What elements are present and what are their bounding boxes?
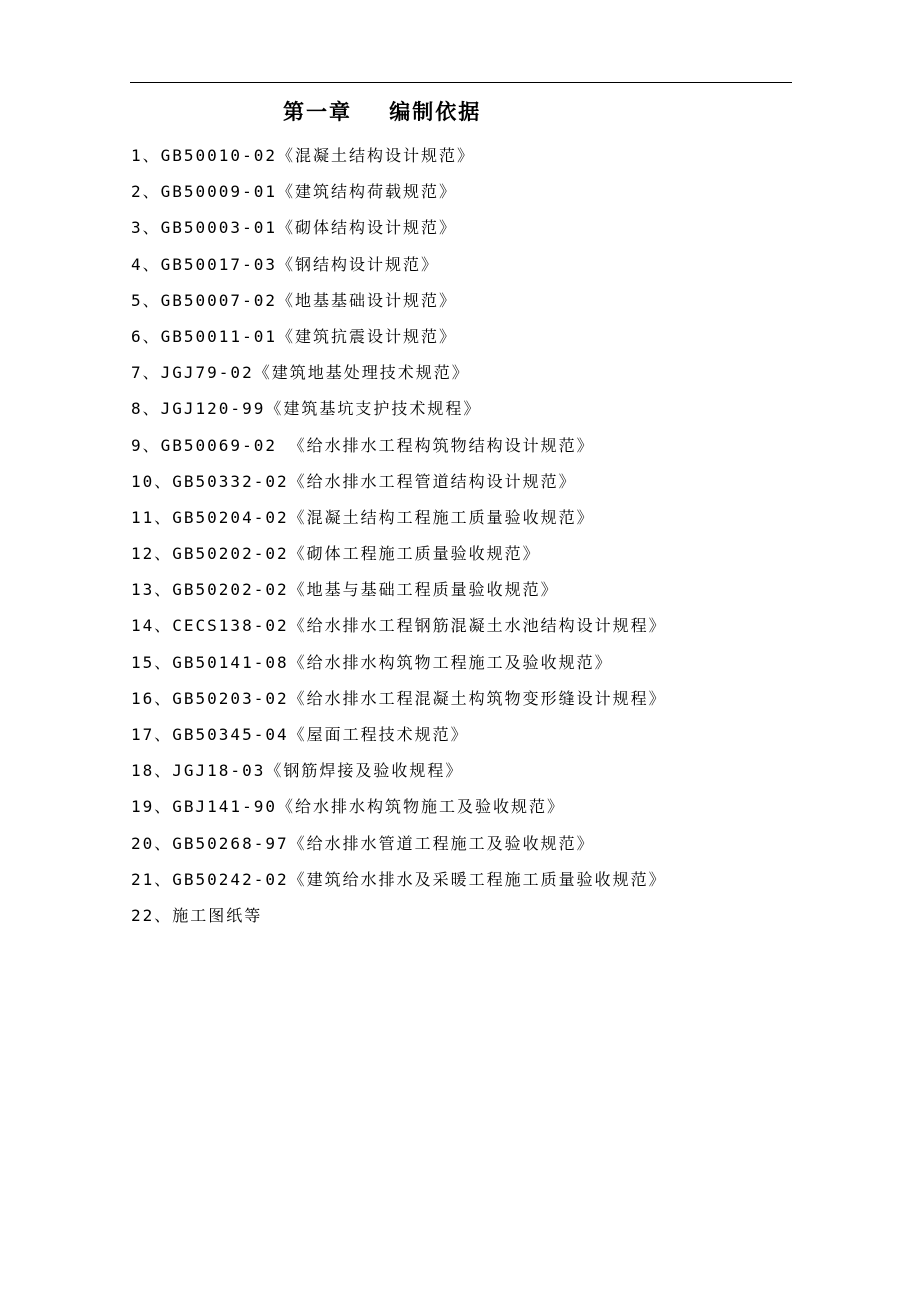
reference-item: 4、GB50017-03《钢结构设计规范》: [131, 254, 439, 274]
reference-item: 8、JGJ120-99《建筑基坑支护技术规程》: [131, 399, 482, 419]
header-rule: [130, 82, 792, 83]
reference-item: 2、GB50009-01《建筑结构荷载规范》: [131, 182, 457, 202]
reference-item: 16、GB50203-02《给水排水工程混凝土构筑物变形缝设计规程》: [131, 688, 667, 708]
reference-item: 19、GBJ141-90《给水排水构筑物施工及验收规范》: [131, 797, 565, 817]
reference-item: 14、CECS138-02《给水排水工程钢筋混凝土水池结构设计规程》: [131, 616, 667, 636]
reference-item: 20、GB50268-97《给水排水管道工程施工及验收规范》: [131, 833, 595, 853]
reference-item: 21、GB50242-02《建筑给水排水及采暖工程施工质量验收规范》: [131, 869, 667, 889]
reference-item: 10、GB50332-02《给水排水工程管道结构设计规范》: [131, 471, 577, 491]
reference-item: 9、GB50069-02 《给水排水工程构筑物结构设计规范》: [131, 435, 595, 455]
reference-item: 11、GB50204-02《混凝土结构工程施工质量验收规范》: [131, 507, 595, 527]
reference-item: 7、JGJ79-02《建筑地基处理技术规范》: [131, 363, 470, 383]
reference-item: 15、GB50141-08《给水排水构筑物工程施工及验收规范》: [131, 652, 613, 672]
reference-item: 18、JGJ18-03《钢筋焊接及验收规程》: [131, 761, 464, 781]
reference-item: 1、GB50010-02《混凝土结构设计规范》: [131, 146, 475, 165]
chapter-title: 第一章 编制依据: [283, 100, 482, 124]
reference-item: 13、GB50202-02《地基与基础工程质量验收规范》: [131, 580, 559, 600]
reference-list: [131, 138, 667, 934]
reference-item: 3、GB50003-01《砌体结构设计规范》: [131, 218, 457, 238]
reference-item: 5、GB50007-02《地基基础设计规范》: [131, 290, 457, 310]
reference-item: 22、施工图纸等: [131, 905, 263, 925]
reference-item: 17、GB50345-04《屋面工程技术规范》: [131, 725, 469, 744]
reference-item: 12、GB50202-02《砌体工程施工质量验收规范》: [131, 544, 541, 564]
reference-item: 6、GB50011-01《建筑抗震设计规范》: [131, 326, 457, 346]
